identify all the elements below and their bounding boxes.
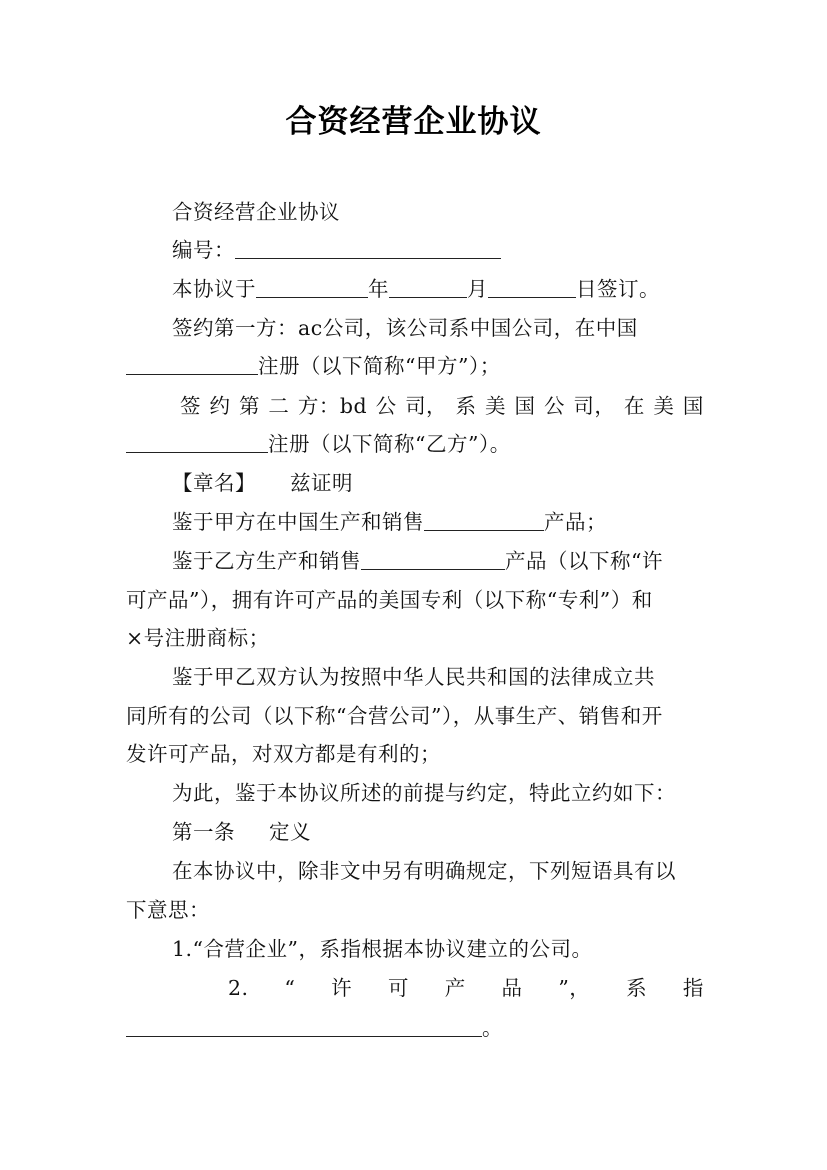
party-a-registration: 注册（以下简称“甲方”）； [258,354,501,378]
number-line [126,232,750,268]
seal-text: 兹证明 [290,471,353,495]
item-2-word: 2. [228,976,249,1000]
definitions-intro-line2: 下意思： [126,898,210,922]
sign-date-line [126,271,750,307]
party-b-word: 公 [543,394,565,418]
item-2-word: “ [284,976,296,1000]
party-b-word: 在 [623,394,645,418]
party-b-word: 司， [573,394,616,418]
party-b-word: 第 [238,394,260,418]
month-label: 月 [467,277,488,301]
item-2-word: 指 [682,976,704,1000]
whereas-2-suffix: 产品（以下称“许 [505,549,663,573]
whereas-3-line2: 同所有的公司（以下称“合营公司”），从事生产、销售和开 [126,704,663,728]
party-b-registration: 注册（以下简称“乙方”）。 [268,432,511,456]
item-2-word: 系 [626,976,648,1000]
party-b-line2 [126,426,704,462]
whereas-2-line1 [126,543,750,579]
day-label: 日签订。 [576,277,660,301]
item-2-word: 产 [444,976,466,1000]
whereas-1-line [126,504,750,540]
definition-item-2-line1 [228,970,704,1006]
party-b-word: 公 [375,394,397,418]
whereas-2-blank [361,547,505,570]
year-label: 年 [368,277,389,301]
item-2-end: 。 [482,1016,503,1040]
party-a-blank [126,352,258,375]
document-title: 合资经营企业协议 [285,104,542,140]
party-a-line1: 签约第一方：ac公司，该公司系中国公司，在中国 [172,316,638,340]
whereas-1-text: 鉴于甲方在中国生产和销售 [172,510,424,534]
item-2-word: 许 [331,976,353,1000]
whereas-1-blank [424,508,544,531]
party-b-blank [126,430,268,453]
whereas-2-line3: ×号注册商标； [126,626,270,650]
party-b-word: 美 [653,394,675,418]
party-b-word: 约 [209,394,231,418]
party-b-word: 司， [405,394,448,418]
party-b-word: 方：bd [297,394,368,418]
party-a-line2 [126,348,704,384]
article-1-label: 第一条 [172,820,235,844]
subtitle-line: 合资经营企业协议 [172,200,340,224]
party-b-word: 国 [682,394,704,418]
party-b-word: 签 [180,394,201,418]
item-2-blank [126,1014,482,1037]
item-2-word: ”， [558,976,591,1000]
item-2-word: 品 [501,976,523,1000]
party-b-word: 系 [455,394,477,418]
year-blank [256,275,368,298]
party-b-line1 [180,388,704,424]
party-b-word: 美 [485,394,506,418]
seal-line [126,465,750,501]
day-blank [488,275,576,298]
article-1-heading [126,814,750,850]
definition-item-1: 1.“合营企业”，系指根据本协议建立的公司。 [172,937,593,961]
whereas-2-text: 鉴于乙方生产和销售 [172,549,361,573]
whereas-3-line1: 鉴于甲乙双方认为按照中华人民共和国的法律成立共 [172,665,655,689]
item-2-word: 可 [387,976,409,1000]
number-label: 编号： [172,238,235,262]
seal-label: 【章名】 [172,471,256,495]
party-b-word: 国 [514,394,536,418]
whereas-2-line2: 可产品”），拥有许可产品的美国专利（以下称“专利”）和 [126,588,653,612]
number-blank [235,236,501,259]
month-blank [389,275,467,298]
whereas-3-line3: 发许可产品，对双方都是有利的； [126,742,441,766]
sign-date-prefix: 本协议于 [172,277,256,301]
definitions-intro-line1: 在本协议中，除非文中另有明确规定，下列短语具有以 [172,859,676,883]
article-1-title: 定义 [269,820,311,844]
party-b-word: 二 [268,394,290,418]
therefore-line: 为此，鉴于本协议所述的前提与约定，特此立约如下： [172,781,676,805]
whereas-1-suffix: 产品； [544,510,607,534]
definition-item-2-line2 [126,1010,704,1046]
